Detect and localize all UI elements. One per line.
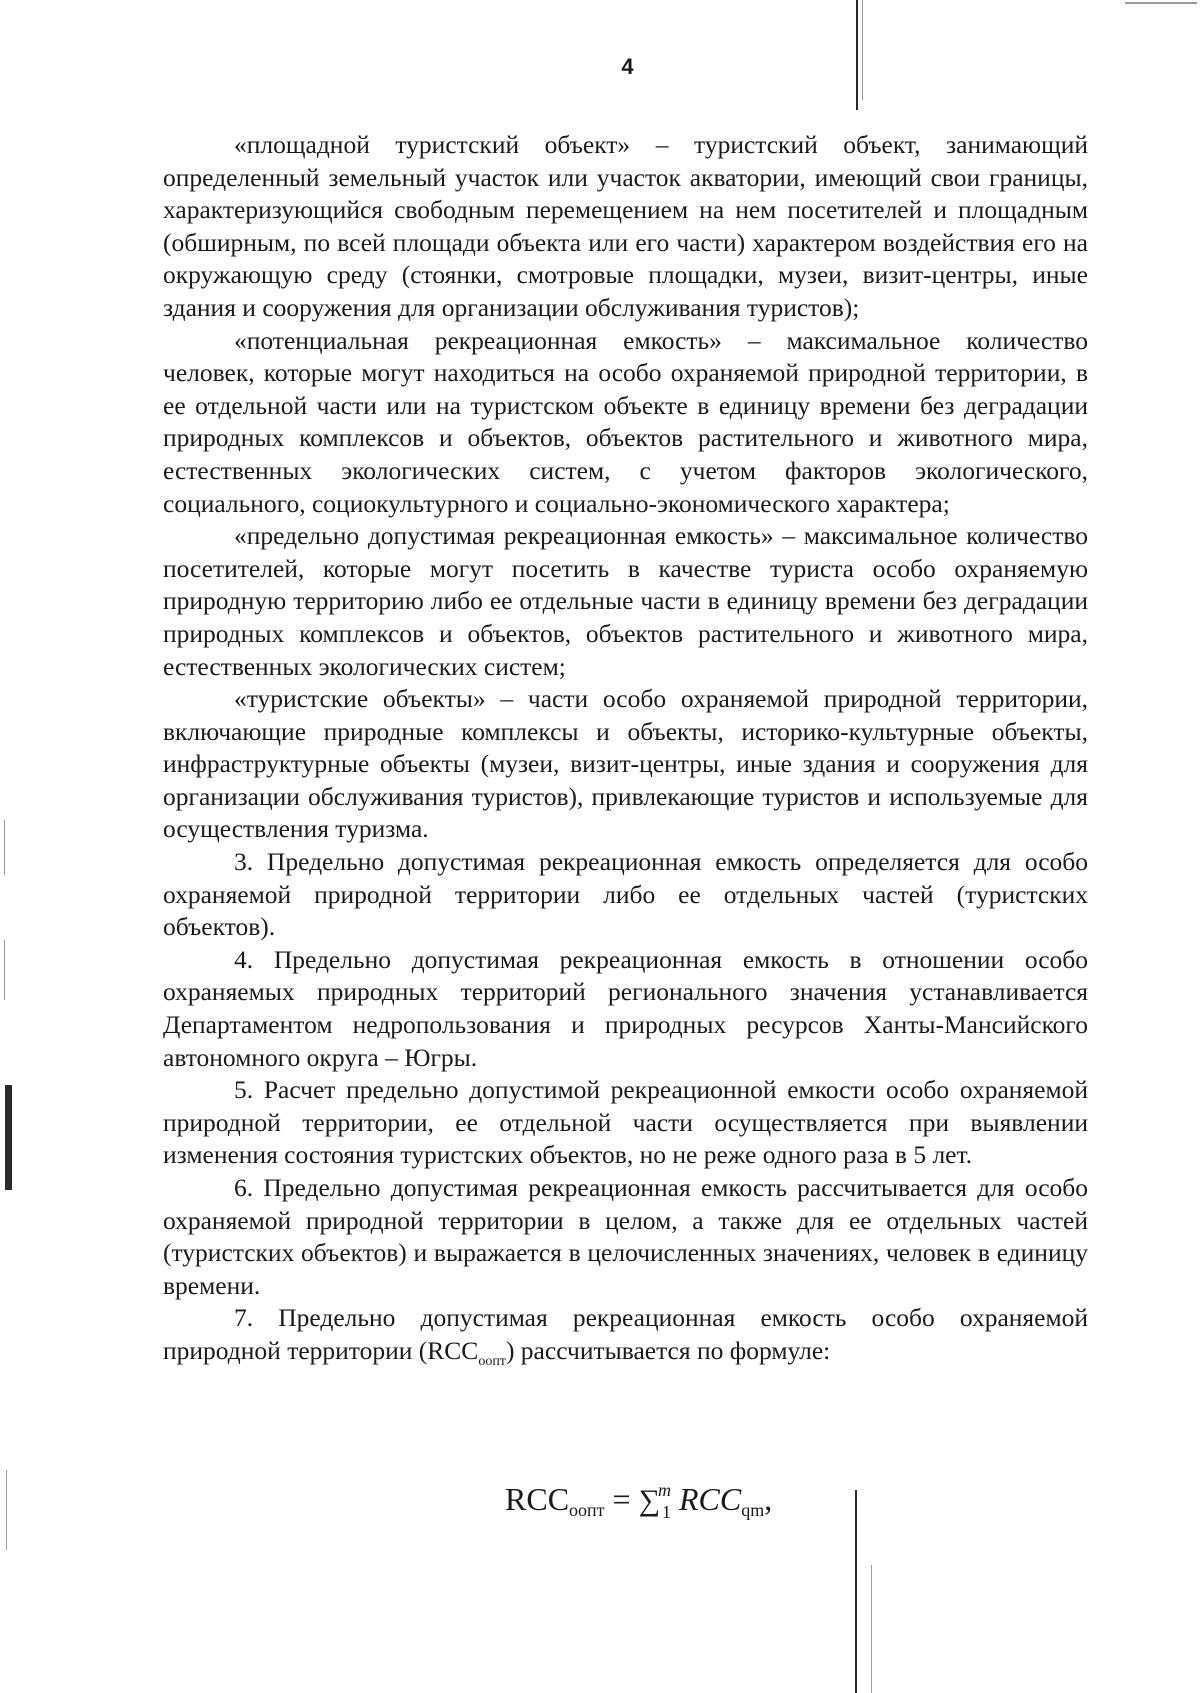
scan-mark-left-edge-line (4, 820, 5, 875)
formula-equals: = (612, 1481, 631, 1517)
scan-mark-top-right-corner (1125, 2, 1197, 4)
clause-4: 4. Предельно допустимая рекреационная емкость в отношении особо охраняемых природных территорий регионального значения устанавливается Департаментом недропользования и природных ресурсов Ханты-Мансийского автономного округа – Югры. (163, 944, 1088, 1072)
definition-turistskie-obekty: «туристские объекты» – части особо охраняемой природной территории, включающие природные комплексы и объекты, историко-культурные объекты, инфраструктурные объекты (музеи, визит-центры, иные здания и сооружения для организации обслуживания туристов), привлекающие туристов и используемые для осуществления туризма. (163, 684, 1088, 844)
definition-ploshchadnoy-obekt: «площадной туристский объект» – туристский объект, занимающий определенный земельный участок или участок акватории, имеющий свои границы, характеризующийся свободным перемещением на нем посетителей и площадным (обширным, по всей площади объекта или его части) характером воздействия его на окружающую среду (стоянки, смотровые площадки, музеи, визит-центры, иные здания и сооружения для организации обслуживания туристов); (163, 130, 1088, 322)
document-body (163, 129, 1088, 1379)
scan-mark-left-edge-line-2 (4, 940, 5, 1000)
definition-predelno-dopustimaya-emkost: «предельно допустимая рекреационная емкость» – максимальное количество посетителей, которые могут посетить в качестве туриста особо охраняемую природную территорию либо ее отдельные части в единицу времени без деградации природных комплексов и объектов, объектов растительного и животного мира, естественных экологических систем; (163, 521, 1088, 681)
clause-5: 5. Расчет предельно допустимой рекреационной емкости особо охраняемой природной территории, ее отдельной части осуществляется при выявлении изменения состояния туристских объектов, но не реже одного раза в 5 лет. (163, 1075, 1088, 1170)
formula-sum-symbol: ∑ (638, 1484, 660, 1517)
scan-mark-top-right-vertical (856, 0, 858, 110)
formula-term-subscript: qm (741, 1500, 765, 1520)
scan-mark-bottom-right-vertical (855, 1490, 857, 1693)
clause-7-text-after: ) рассчитывается по формуле: (505, 1335, 831, 1365)
clause-3: 3. Предельно допустимая рекреационная емкость определяется для особо охраняемой природной территории либо ее отдельных частей (туристских объектов). (163, 847, 1088, 942)
scan-mark-top-right-vertical-thin (862, 0, 863, 100)
clause-7-subscript: оопт (478, 1354, 506, 1370)
formula-lhs: RCC (505, 1481, 570, 1517)
scan-mark-bottom-left-line (6, 1470, 7, 1550)
rcc-formula (505, 1480, 772, 1523)
clause-7 (163, 1302, 1088, 1378)
definition-potentsialnaya-emkost: «потенциальная рекреационная емкость» – максимальное количество человек, которые могут находиться на особо охраняемой природной территории, в ее отдельной части или на туристском объекте в единицу времени без деградации природных комплексов и объектов, объектов растительного и животного мира, естественных экологических систем, с учетом факторов экологического, социального, социокультурного и социально-экономического характера; (163, 325, 1088, 518)
formula-lhs-subscript: оопт (569, 1500, 605, 1520)
clause-6: 6. Предельно допустимая рекреационная емкость рассчитывается для особо охраняемой природной территории в целом, а также для ее отдельных частей (туристских объектов) и выражается в целочисленных значениях, человек в единицу времени. (163, 1173, 1088, 1300)
formula-trailing-comma: , (764, 1481, 773, 1517)
scan-mark-bottom-right-vertical-thin (871, 1565, 872, 1693)
clause-7-text-before: 7. Предельно допустимая рекреационная емкость особо охраняемой природной территории (RCC (163, 1303, 1088, 1365)
formula-upper-limit: m (657, 1480, 671, 1500)
page-number: 4 (621, 54, 634, 79)
scan-mark-left-edge-blot (5, 1085, 12, 1190)
formula-lower-limit: 1 (661, 1502, 671, 1522)
formula-term: RCC (678, 1481, 742, 1517)
